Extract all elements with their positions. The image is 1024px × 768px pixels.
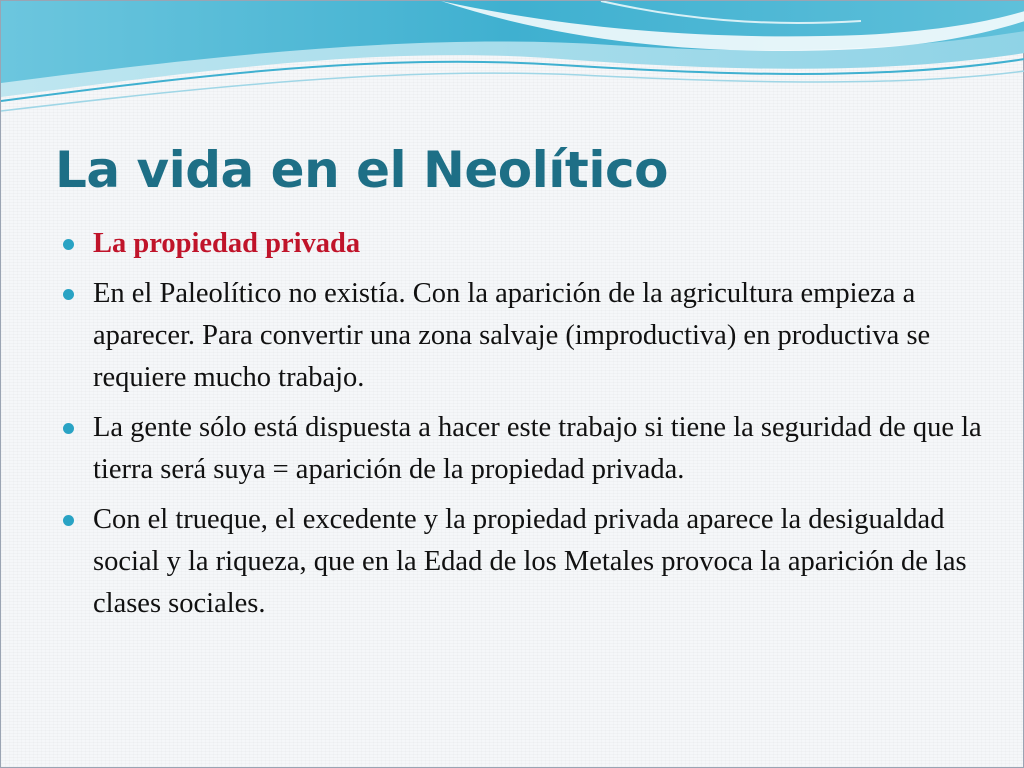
slide-title: La vida en el Neolítico [55,141,668,199]
bullet-item [63,499,983,625]
bullet-item [63,223,983,265]
bullet-text: Con el trueque, el excedente y la propiedad privada aparece la desigualdad social y la riqueza, que en la Edad de los Metales provoca la aparición de las clases sociales. [93,504,967,619]
bullet-list [63,223,983,633]
bullet-dot-icon [63,515,74,526]
bullet-text: La gente sólo está dispuesta a hacer este trabajo si tiene la seguridad de que la tierra será suya = aparición de la propiedad privada. [93,412,982,485]
bullet-item [63,273,983,399]
bullet-dot-icon [63,423,74,434]
bullet-text: En el Paleolítico no existía. Con la aparición de la agricultura empieza a aparecer. Para convertir una zona salvaje (improductiva) en productiva se requiere mucho trabajo. [93,278,931,393]
bullet-item [63,407,983,491]
bullet-dot-icon [63,289,74,300]
header-wave-decoration [1,1,1024,121]
bullet-dot-icon [63,239,74,250]
bullet-text: La propiedad privada [93,228,361,259]
